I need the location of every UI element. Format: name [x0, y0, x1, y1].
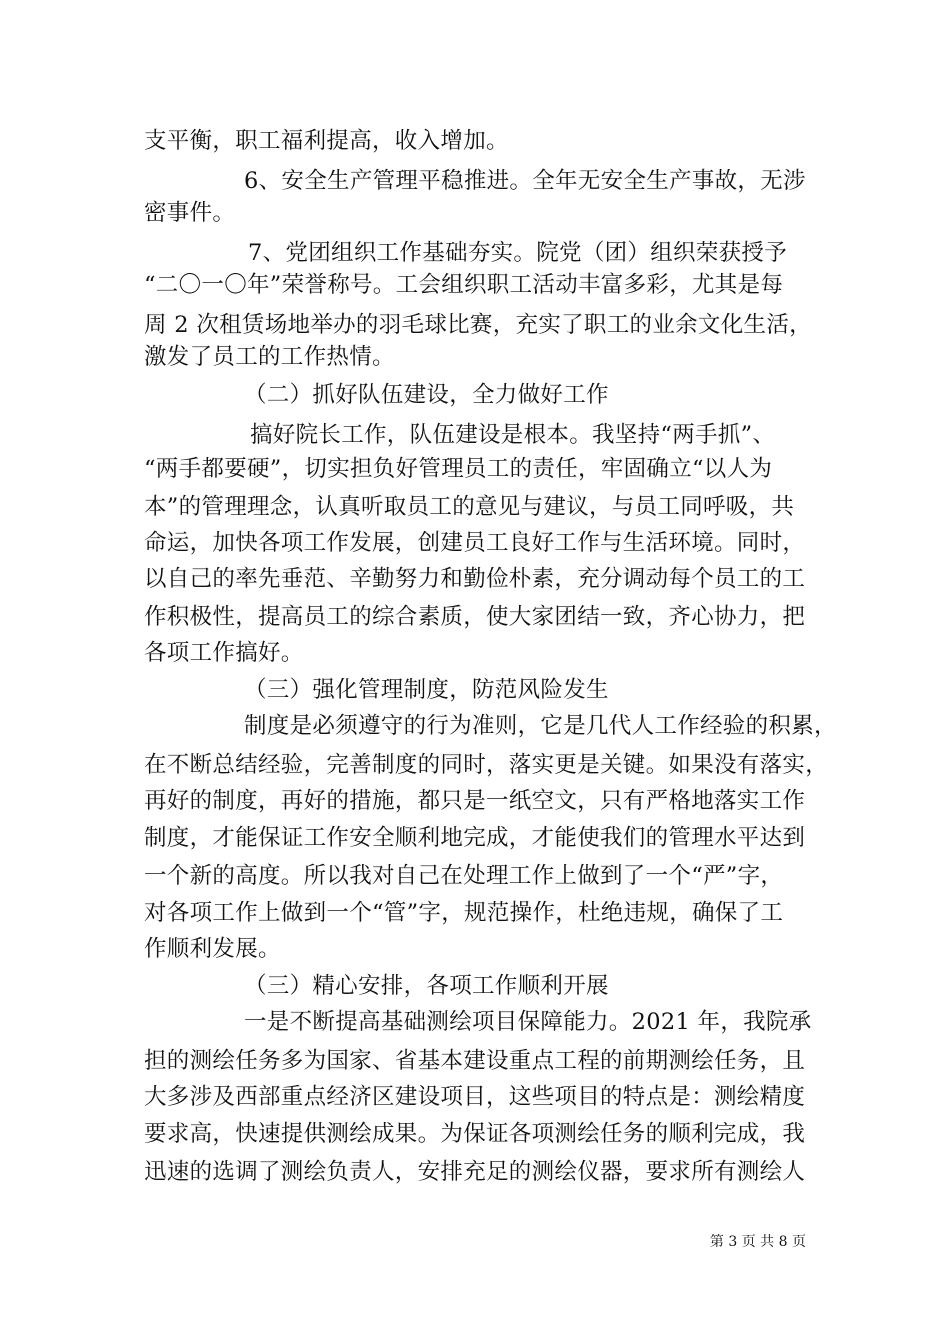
paragraph-line: 制度是必须遵守的行为准则，它是几代人工作经验的积累， [244, 713, 837, 739]
paragraph-line: 担的测绘任务多为国家、省基本建设重点工程的前期测绘任务，且 [144, 1048, 806, 1074]
paragraph-line: 对各项工作上做到一个“管”字，规范操作，杜绝违规，确保了工 [144, 900, 784, 926]
paragraph-line: 作顺利发展。 [144, 936, 281, 962]
paragraph-line: 大多涉及西部重点经济区建设项目，这些项目的特点是：测绘精度 [144, 1084, 806, 1110]
paragraph-line: 一是不断提高基础测绘项目保障能力。2021 年，我院承 [244, 1009, 812, 1035]
paragraph-line: 本”的管理理念，认真听取员工的意见与建议，与员工同呼吸，共 [144, 494, 795, 520]
paragraph-line: 6、安全生产管理平稳推进。全年无安全生产事故，无涉 [244, 168, 806, 194]
paragraph-line: “两手都要硬”，切实担负好管理员工的责任，牢固确立“以人为 [144, 456, 773, 482]
paragraph-line: 周 2 次租赁场地举办的羽毛球比赛，充实了职工的业余文化生活， [144, 312, 812, 338]
paragraph-line: 在不断总结经验，完善制度的同时，落实更是关键。如果没有落实， [144, 752, 829, 778]
paragraph-line: 各项工作搞好。 [144, 640, 304, 666]
paragraph-line: 作积极性，提高员工的综合素质，使大家团结一致，齐心协力，把 [144, 604, 806, 630]
paragraph-line: 制度，才能保证工作安全顺利地完成，才能使我们的管理水平达到 [144, 825, 806, 851]
paragraph-line: 支平衡，职工福利提高，收入增加。 [144, 128, 509, 154]
section-heading: （二）抓好队伍建设，全力做好工作 [244, 382, 609, 408]
section-heading: （三）精心安排，各项工作顺利开展 [244, 973, 609, 999]
paragraph-line: 命运，加快各项工作发展，创建员工良好工作与生活环境。同时， [144, 530, 806, 556]
paragraph-line: 再好的制度，再好的措施，都只是一纸空文，只有严格地落实工作 [144, 788, 806, 814]
paragraph-line: “二〇一〇年”荣誉称号。工会组织职工活动丰富多彩，尤其是每 [144, 272, 784, 298]
paragraph-line: 密事件。 [144, 200, 236, 226]
paragraph-line: 要求高，快速提供测绘成果。为保证各项测绘任务的顺利完成，我 [144, 1121, 806, 1147]
section-heading: （三）强化管理制度，防范风险发生 [244, 677, 609, 703]
paragraph-line: 以自己的率先垂范、辛勤努力和勤俭朴素，充分调动每个员工的工 [144, 566, 806, 592]
paragraph-line: 搞好院长工作，队伍建设是根本。我坚持“两手抓”、 [250, 422, 776, 448]
paragraph-line: 7、党团组织工作基础夯实。院党（团）组织荣获授予 [248, 240, 788, 266]
page-number: 第 3 页 共 8 页 [709, 1234, 806, 1250]
paragraph-line: 激发了员工的工作热情。 [144, 344, 395, 370]
paragraph-line: 迅速的选调了测绘负责人，安排充足的测绘仪器，要求所有测绘人 [144, 1159, 806, 1185]
paragraph-line: 一个新的高度。所以我对自己在处理工作上做到了一个“严”字， [144, 863, 784, 889]
